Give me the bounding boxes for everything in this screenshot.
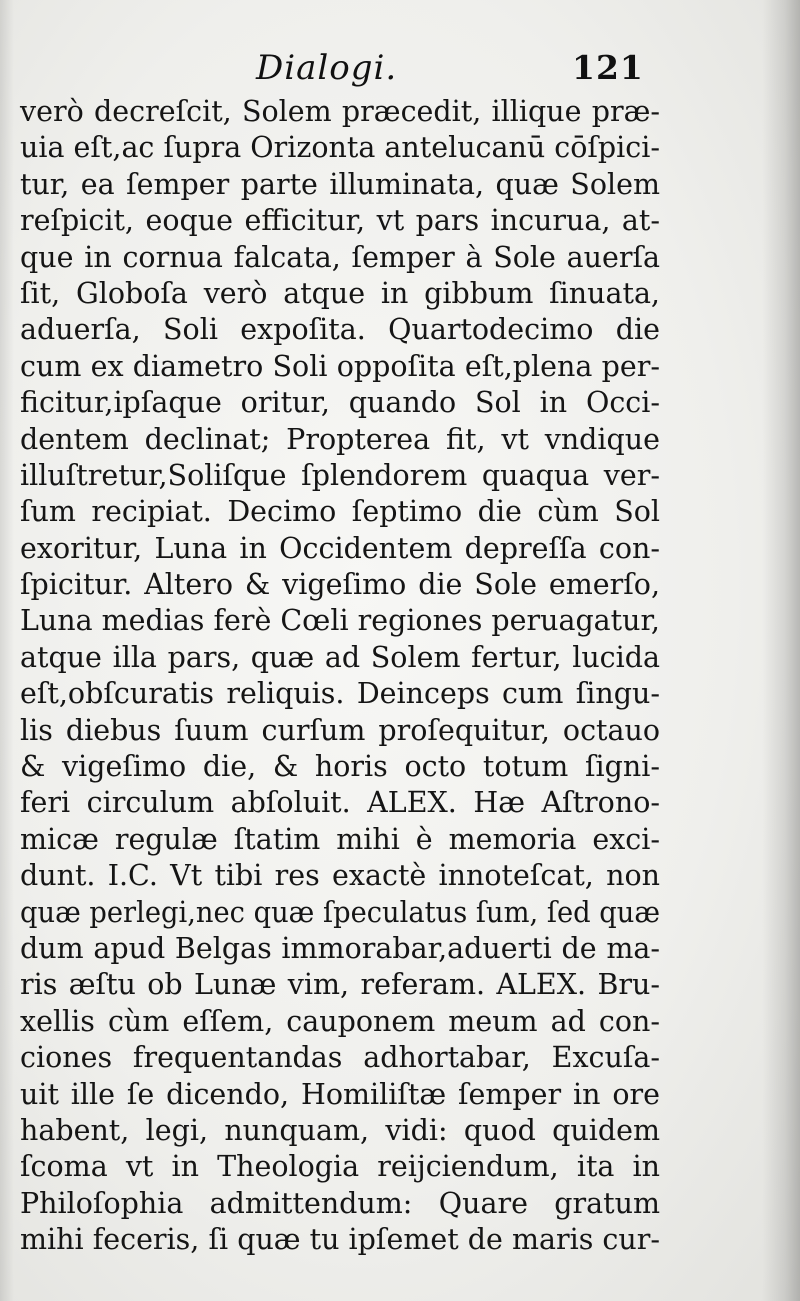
text-line: dunt. I.C. Vt tibi res exactè innoteſcat, non xyxy=(20,859,660,893)
page-edge-shadow xyxy=(762,0,800,1301)
text-line: exoritur, Luna in Occidentem depreſſa con- xyxy=(20,531,660,565)
text-line: lis diebus ſuum curſum proſequitur, octauo xyxy=(20,713,660,747)
text-line: illuſtretur,Soliſque ſplendorem quaqua ver- xyxy=(20,458,660,492)
text-line: ſcoma vt in Theologia reijciendum, ita in xyxy=(20,1150,660,1184)
text-line: mihi feceris, ſi quæ tu ipſemet de maris cur- xyxy=(20,1223,660,1257)
text-line: aduerſa, Soli expoſita. Quartodecimo die xyxy=(20,313,660,347)
text-line: ficitur,ipſaque oritur, quando Sol in Occi- xyxy=(20,386,660,420)
text-line: micæ regulæ ſtatim mihi è memoria exci- xyxy=(20,822,660,856)
text-line: ciones frequentandas adhortabar, Excuſa- xyxy=(20,1041,660,1075)
text-line: que in cornua falcata, ſemper à Sole auerſa xyxy=(20,240,660,274)
text-line: Philoſophia admittendum: Quare gratum xyxy=(20,1186,660,1220)
text-line: ſpicitur. Altero & vigeſimo die Sole emerſo, xyxy=(20,568,660,602)
page-gutter-shadow xyxy=(0,0,14,1301)
text-line: xellis cùm eſſem, cauponem meum ad con- xyxy=(20,1004,660,1038)
text-line: ſit, Globoſa verò atque in gibbum ſinuata, xyxy=(20,276,660,310)
text-line: ris æſtu ob Lunæ vim, referam. ALEX. Bru- xyxy=(20,968,660,1002)
text-line: eſt,obſcuratis reliquis. Deinceps cum ſingu- xyxy=(20,677,660,711)
page-number: 121 xyxy=(572,48,644,87)
text-line: reſpicit, eoque efficitur, vt pars incurua, at- xyxy=(20,204,660,238)
text-line: ſum recipiat. Decimo ſeptimo die cùm Sol xyxy=(20,495,660,529)
running-title: Dialogi. xyxy=(256,48,398,88)
text-line: uit ille ſe dicendo, Homiliſtæ ſemper in ore xyxy=(20,1077,660,1111)
text-line: quæ perlegi,nec quæ ſpeculatus ſum, ſed quæ xyxy=(20,895,660,929)
body-text xyxy=(20,94,660,1259)
text-line: habent, legi, nunquam, vidi: quod quidem xyxy=(20,1113,660,1147)
text-line: & vigeſimo die, & horis octo totum ſigni- xyxy=(20,750,660,784)
text-line: dum apud Belgas immorabar,aduerti de ma- xyxy=(20,931,660,965)
text-line: feri circulum abſoluit. ALEX. Hæ Aſtrono- xyxy=(20,786,660,820)
text-line: atque illa pars, quæ ad Solem fertur, lucida xyxy=(20,640,660,674)
page-header xyxy=(0,44,800,100)
text-line: cum ex diametro Soli oppoſita eſt,plena per- xyxy=(20,349,660,383)
text-line: verò decreſcit, Solem præcedit, illique præ- xyxy=(20,95,660,128)
text-line: uia eſt,ac ſupra Orizonta antelucanū cōſpici- xyxy=(20,131,660,165)
text-line: tur, ea ſemper parte illuminata, quæ Solem xyxy=(20,167,660,201)
text-line: dentem declinat; Propterea fit, vt vndique xyxy=(20,422,660,456)
text-line: Luna medias ferè Cœli regiones peruagatur, xyxy=(20,604,660,638)
